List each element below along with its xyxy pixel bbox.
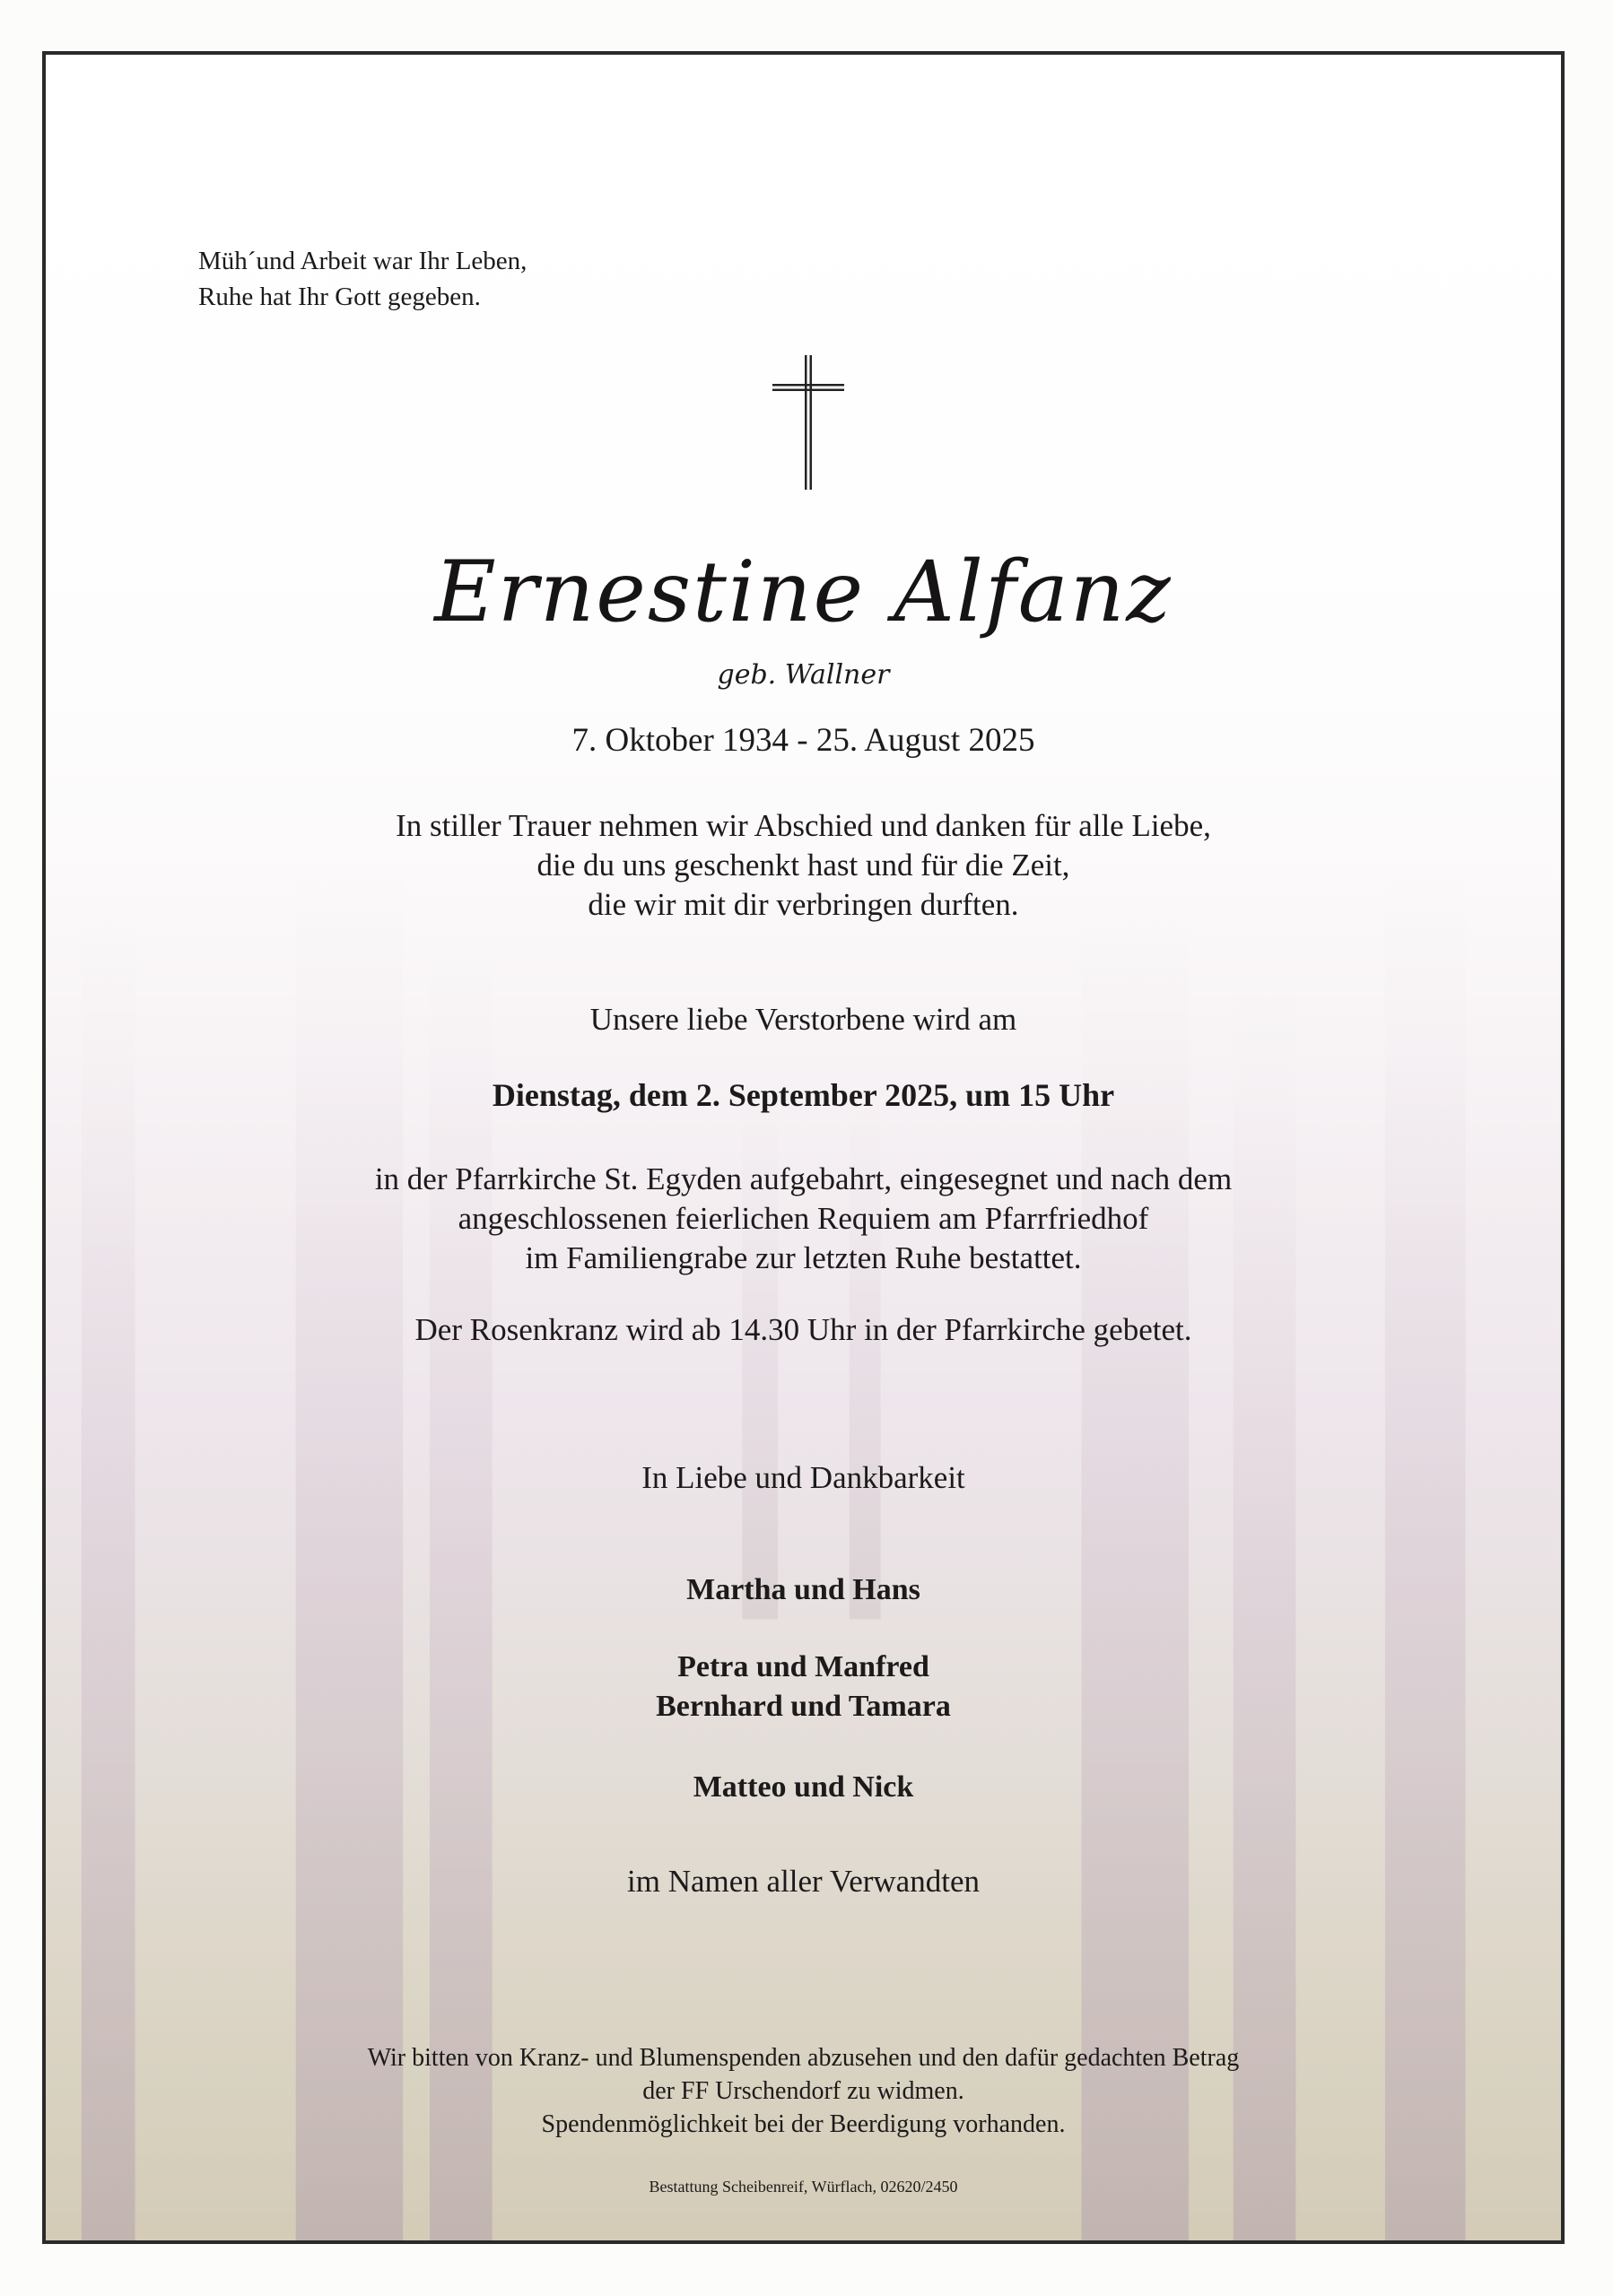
mourner-name: Bernhard und Tamara (656, 1690, 951, 1723)
ceremony-details (46, 1160, 1561, 1278)
mourner-name: Petra und Manfred (677, 1650, 929, 1683)
obituary-content (46, 55, 1561, 2240)
funeral-date: Dienstag, dem 2. September 2025, um 15 Uhr (492, 1077, 1115, 1113)
relatives-note: im Namen aller Verwandten (627, 1864, 980, 1899)
donation-line: Spendenmöglichkeit bei der Beerdigung vorhanden. (541, 2110, 1066, 2138)
donation-line: der FF Urschendorf zu widmen. (642, 2077, 964, 2105)
birth-name: geb. Wallner (717, 659, 890, 691)
motto-line: Ruhe hat Ihr Gott gegeben. (198, 283, 481, 311)
funeral-intro: Unsere liebe Verstorbene wird am (589, 1002, 1017, 1037)
mourning-line: die du uns geschenkt hast und für die Zeit, (536, 848, 1070, 883)
deceased-name: Ernestine Alfanz (434, 544, 1173, 641)
mourning-text (46, 806, 1561, 925)
ceremony-line: angeschlossenen feierlichen Requiem am Pfarrfriedhof (458, 1201, 1149, 1236)
mourning-line: In stiller Trauer nehmen wir Abschied und danken für alle Liebe, (396, 808, 1211, 843)
life-dates: 7. Oktober 1934 - 25. August 2025 (571, 722, 1035, 759)
signoff: In Liebe und Dankbarkeit (641, 1460, 965, 1495)
mourner-group: Martha und Hans (686, 1573, 920, 1606)
cross-icon (772, 355, 844, 490)
motto (198, 243, 527, 315)
donation-note (46, 2041, 1561, 2141)
ceremony-line: in der Pfarrkirche St. Egyden aufgebahrt, eingesegnet und nach dem (374, 1161, 1233, 1196)
mourner-group (46, 1648, 1561, 1726)
mourning-line: die wir mit dir verbringen durften. (588, 887, 1019, 922)
undertaker-credit: Bestattung Scheibenreif, Würflach, 02620/2450 (649, 2178, 958, 2196)
ceremony-line: im Familiengrabe zur letzten Ruhe bestattet. (525, 1240, 1082, 1275)
donation-line: Wir bitten von Kranz- und Blumenspenden abzusehen und den dafür gedachten Betrag (367, 2044, 1240, 2072)
rosary-note: Der Rosenkranz wird ab 14.30 Uhr in der Pfarrkirche gebetet. (414, 1312, 1192, 1347)
obituary-frame (42, 51, 1565, 2244)
motto-line: Müh´und Arbeit war Ihr Leben, (198, 247, 527, 275)
mourner-group: Matteo und Nick (693, 1770, 914, 1804)
